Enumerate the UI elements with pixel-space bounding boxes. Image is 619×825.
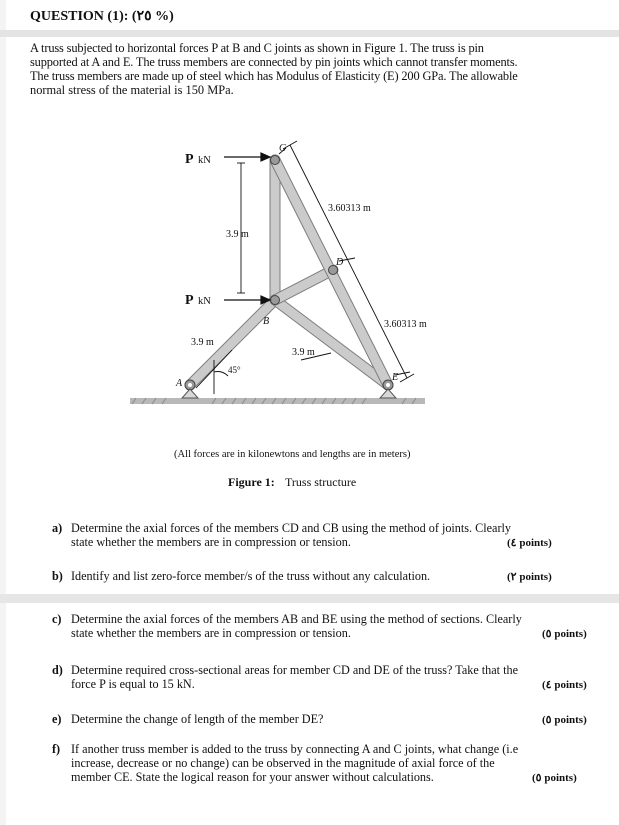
question-c-label: c) — [52, 612, 62, 626]
question-title: QUESTION (1): (٢٥ %) — [30, 9, 174, 24]
support-a — [182, 389, 198, 398]
question-c-line-2: state whether the members are in compression or tension. — [71, 626, 351, 640]
question-c-points: (٥ points) — [542, 628, 587, 640]
question-f-line-2: increase, decrease or no change) can be observed in the magnitude of axial force of the — [71, 756, 495, 770]
load-unit-mid: kN — [198, 296, 211, 307]
figure-caption-text: Truss structure — [285, 475, 357, 489]
question-d-line-1: Determine required cross-sectional areas for member CD and DE of the truss? Take that the — [71, 663, 518, 677]
question-e-line-1: Determine the change of length of the member DE? — [71, 712, 324, 726]
dim-label-be: 3.9 m — [292, 347, 315, 358]
joint-label-c: C — [279, 143, 286, 154]
load-label-p-mid: P — [185, 293, 194, 308]
member-bd — [275, 270, 333, 300]
dim-label-ab: 3.9 m — [191, 337, 214, 348]
question-a-line-2: state whether the members are in compression or tension. — [71, 535, 351, 549]
question-b-label: b) — [52, 569, 63, 583]
joint-a-center — [188, 383, 192, 387]
statement-line-1: A truss subjected to horizontal forces P at B and C joints as shown in Figure 1. The truss is pin — [30, 41, 484, 55]
joint-label-b: B — [263, 316, 270, 327]
dim-label-cd: 3.60313 m — [328, 203, 371, 214]
question-d-points: (٤ points) — [542, 679, 587, 691]
question-f-line-3: member CE. State the logical reason for your answer without calculations. — [71, 770, 434, 784]
joint-label-e: E — [392, 372, 399, 383]
angle-arc — [214, 372, 228, 377]
question-d-label: d) — [52, 663, 63, 677]
load-unit-top: kN — [198, 155, 211, 166]
dim-label-de: 3.60313 m — [384, 319, 427, 330]
statement-line-3: The truss members are made up of steel which has Modulus of Elasticity (E) 200 GPa. The allowable — [30, 69, 518, 83]
angle-label: 45° — [228, 365, 241, 375]
question-e-label: e) — [52, 712, 62, 726]
joint-e-center — [386, 383, 390, 387]
figure-note: (All forces are in kilonewtons and lengths are in meters) — [174, 449, 411, 460]
joint-label-d: D — [336, 257, 344, 268]
question-a-points: (٤ points) — [507, 537, 552, 549]
load-arrowhead-c — [261, 153, 270, 161]
question-b-line-1: Identify and list zero-force member/s of the truss without any calculation. — [71, 569, 431, 583]
question-a-line-1: Determine the axial forces of the members CD and CB using the method of joints. Clearly — [71, 521, 511, 535]
question-f-label: f) — [52, 742, 61, 756]
statement-line-2: supported at A and E. The truss members are connected by pin joints which cannot transfer moments. — [30, 55, 518, 69]
question-a-label: a) — [52, 521, 63, 535]
question-f-points: (٥ points) — [532, 772, 577, 784]
figure-caption-label: Figure 1: — [228, 475, 275, 489]
question-b-points: (٢ points) — [507, 571, 552, 583]
dim-line-ce — [290, 145, 407, 378]
question-d-line-2: force P is equal to 15 kN. — [71, 677, 195, 691]
truss-members — [190, 160, 388, 385]
ground-line — [130, 398, 425, 404]
joint-c-pin — [271, 156, 280, 165]
question-e-points: (٥ points) — [542, 714, 587, 726]
statement-line-4: normal stress of the material is 150 MPa. — [30, 83, 234, 97]
dim-label-bc: 3.9 m — [226, 229, 249, 240]
question-f-line-1: If another truss member is added to the truss by connecting A and C joints, what change (i.e — [71, 742, 519, 756]
question-c-line-1: Determine the axial forces of the members AB and BE using the method of sections. Clearly — [71, 612, 522, 626]
load-label-p-top: P — [185, 152, 194, 167]
joint-b-pin — [271, 296, 280, 305]
support-e — [380, 389, 396, 398]
section-divider — [0, 594, 619, 603]
joint-label-a: A — [176, 378, 183, 389]
